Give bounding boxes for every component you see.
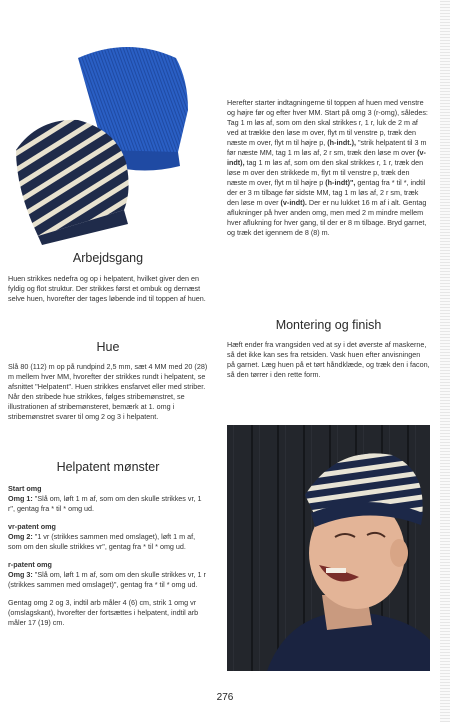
section-title-helpatent: Helpatent mønster <box>56 460 160 474</box>
photo-boy-with-hat <box>227 425 430 671</box>
section-title-hue: Hue <box>96 340 120 354</box>
start-omg-title: Start omg <box>8 484 42 493</box>
start-omg-text: "Slå om, løft 1 m af, som om den skulle strikkes vr, 1 r", gentag fra * til * omg ud. <box>8 494 202 513</box>
page-edge <box>440 0 450 722</box>
section-title-montering: Montering og finish <box>275 318 382 332</box>
vr-patent-text: "1 vr (strikkes sammen med omslaget), løft 1 m af, som om den skulle strikkes vr", gentag fra * til * omg ud. <box>8 532 196 551</box>
striped-hat <box>16 120 129 245</box>
gentag-text: Gentag omg 2 og 3, indtil arb måler 4 (6) cm, strik 1 omg vr (omslagskant), hvorefter der fortsættes i helpatent, indtil arb måler 17 (19) cm. <box>8 598 199 627</box>
montering-text: Hæft ender fra vrangsiden ved at sy i det øverste af maskerne, så det ikke kan ses fra retsiden. Vask huen efter anvisningen på garnet. Læg huen på et tørt håndklæde, og træk den i facon, så den tørrer i den rette form. <box>227 340 430 379</box>
arbejdsgang-text: Huen strikkes nedefra og op i helpatent, hvilket giver den en fyldig og flot struktur. Der strikkes først et ombuk og dernæst selve huen, hvorefter der tages løbende ind til toppen af huen. <box>8 274 206 303</box>
section-title-arbejdsgang: Arbejdsgang <box>72 251 144 265</box>
page-number: 276 <box>216 692 234 703</box>
vr-patent-title: vr-patent omg <box>8 522 56 531</box>
start-omg-lead: Omg 1: <box>8 494 33 503</box>
r-patent-text: "Slå om, løft 1 m af, som om den skulle strikkes vr, 1 r (strikkes sammen med omslaget)", gentag fra * til * omg ud. <box>8 570 206 589</box>
vr-patent-lead: Omg 2: <box>8 532 33 541</box>
hat-illustration <box>8 40 208 245</box>
indtagning-text: Herefter starter indtagningerne til toppen af huen med venstre og højre før og efter hver MM. Start på omg 3 (r-omg), således: Tag 1 m løs af, som om den skal strikkes r, 1 r, luk de 2 m af ved at trække den løse m over, flyt m til venstre p, træk den næste m over, flyt m til højre p, (h-indt.), "strik helpatent til 3 m før næste MM, tag 1 m løs af, 2 r sm, træk den løse m over (v-indt), tag 1 m løs af, som om den skal strikkes r, 1 r, træk den løse m over den strikkede m, flyt m til venstre p, træk den næste m over, flyt m til højre p (h-indt)", gentag fra * til *, indtil der er 3 m tilbage før sidste MM, tag 1 m løs af, 2 r sm, træk den løse m over (v-indt). Der er nu lukket 16 m af i alt. Gentag aflukninger på hver anden omg, men med 2 m mindre mellem hver aflukning for hver gang, til der er 8 m tilbage. Bryd garnet, og træk det igennem de 8 (8) m. <box>227 98 428 237</box>
hue-text: Slå 80 (112) m op på rundpind 2,5 mm, sæt 4 MM med 20 (28) m mellem hver MM, hvorefter der strikkes rundt i helpatent, se afsnittet "Helpatent". Huen strikkes ensfarvet eller med striber. Når den stribede hue strikkes, følges stribemønstret, se illustrationen af stribemønsteret, bemærk at 1. omg i stribemønstret svarer til omg 2 og 3 i helpatent. <box>8 362 208 421</box>
r-patent-title: r-patent omg <box>8 560 52 569</box>
r-patent-lead: Omg 3: <box>8 570 33 579</box>
